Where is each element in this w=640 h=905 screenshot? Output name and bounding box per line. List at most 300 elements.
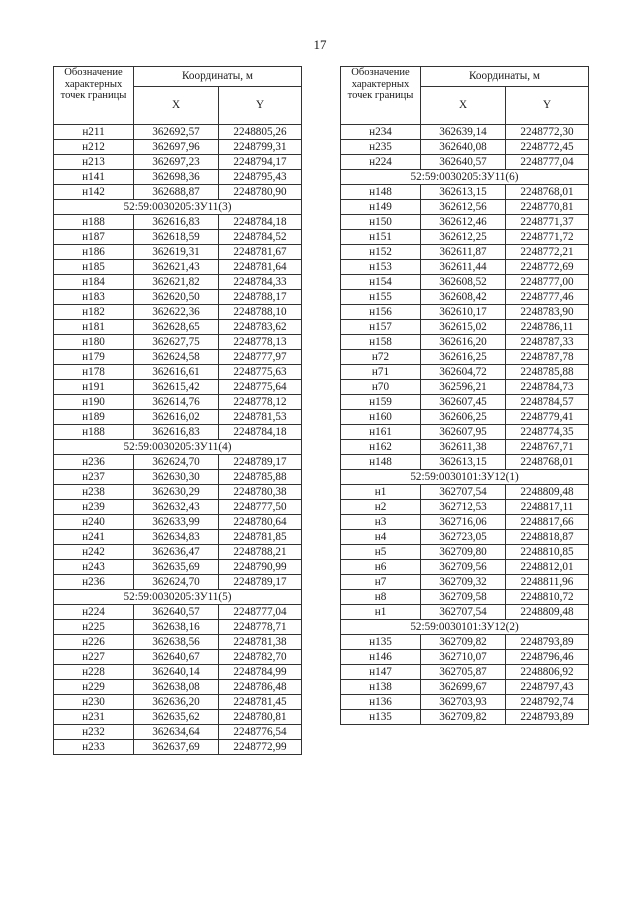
table-row [54, 740, 302, 755]
x-coordinate-cell: 362709,32 [421, 575, 506, 590]
table-row [341, 455, 589, 470]
x-coordinate-cell: 362710,07 [421, 650, 506, 665]
y-coordinate-cell: 2248810,72 [506, 590, 589, 605]
x-coordinate-cell: 362640,14 [134, 665, 219, 680]
table-row [54, 425, 302, 440]
y-coordinate-cell: 2248809,48 [506, 605, 589, 620]
y-coordinate-cell: 2248805,26 [219, 125, 302, 140]
point-label-cell: н233 [54, 740, 134, 755]
table-row [54, 245, 302, 260]
point-label-cell: н157 [341, 320, 421, 335]
table-row [341, 425, 589, 440]
x-coordinate-cell: 362688,87 [134, 185, 219, 200]
point-label-cell: н158 [341, 335, 421, 350]
point-label-cell: н3 [341, 515, 421, 530]
table-row [54, 515, 302, 530]
point-label-cell: н148 [341, 185, 421, 200]
table-row [341, 500, 589, 515]
x-coordinate-cell: 362712,53 [421, 500, 506, 515]
x-coordinate-cell: 362607,95 [421, 425, 506, 440]
y-coordinate-cell: 2248794,17 [219, 155, 302, 170]
table-row [54, 275, 302, 290]
section-row [54, 590, 302, 605]
point-label-header: Обозначение характерных точек границы [341, 67, 421, 125]
table-row [341, 515, 589, 530]
table-row [54, 215, 302, 230]
y-coordinate-cell: 2248785,88 [219, 470, 302, 485]
point-label-cell: н226 [54, 635, 134, 650]
section-label: 52:59:0030101:ЗУ12(2) [341, 620, 589, 635]
x-coordinate-cell: 362709,82 [421, 635, 506, 650]
table-row [54, 305, 302, 320]
y-coordinate-cell: 2248783,62 [219, 320, 302, 335]
y-coordinate-cell: 2248778,71 [219, 620, 302, 635]
y-coordinate-cell: 2248774,35 [506, 425, 589, 440]
y-coordinate-cell: 2248817,11 [506, 500, 589, 515]
point-label-cell: н8 [341, 590, 421, 605]
section-row [341, 170, 589, 185]
point-label-cell: н152 [341, 245, 421, 260]
table-row [341, 650, 589, 665]
x-coordinate-cell: 362607,45 [421, 395, 506, 410]
point-label-cell: н162 [341, 440, 421, 455]
y-coordinate-cell: 2248781,85 [219, 530, 302, 545]
x-coordinate-cell: 362627,75 [134, 335, 219, 350]
y-coordinate-cell: 2248777,97 [219, 350, 302, 365]
y-coordinate-cell: 2248783,90 [506, 305, 589, 320]
table-row [341, 665, 589, 680]
x-coordinate-cell: 362613,15 [421, 185, 506, 200]
point-label-cell: н161 [341, 425, 421, 440]
y-coordinate-cell: 2248789,17 [219, 575, 302, 590]
point-label-cell: н224 [341, 155, 421, 170]
point-label-cell: н188 [54, 215, 134, 230]
y-coordinate-cell: 2248790,99 [219, 560, 302, 575]
point-label-cell: н187 [54, 230, 134, 245]
point-label-cell: н224 [54, 605, 134, 620]
y-coordinate-cell: 2248785,88 [506, 365, 589, 380]
point-label-cell: н153 [341, 260, 421, 275]
table-row [54, 710, 302, 725]
table-row [54, 155, 302, 170]
point-label-cell: н185 [54, 260, 134, 275]
y-coordinate-cell: 2248781,38 [219, 635, 302, 650]
x-coordinate-cell: 362723,05 [421, 530, 506, 545]
point-label-cell: н240 [54, 515, 134, 530]
table-row [54, 170, 302, 185]
table-row [54, 725, 302, 740]
x-coordinate-cell: 362616,25 [421, 350, 506, 365]
x-header: X [134, 87, 219, 125]
point-label-cell: н6 [341, 560, 421, 575]
y-coordinate-cell: 2248788,17 [219, 290, 302, 305]
point-label-cell: н155 [341, 290, 421, 305]
table-row [341, 545, 589, 560]
table-row [341, 560, 589, 575]
x-coordinate-cell: 362624,70 [134, 455, 219, 470]
table-row [341, 320, 589, 335]
point-label-cell: н72 [341, 350, 421, 365]
point-label-cell: н1 [341, 485, 421, 500]
x-coordinate-cell: 362697,23 [134, 155, 219, 170]
table-row [54, 290, 302, 305]
point-label-cell: н182 [54, 305, 134, 320]
y-coordinate-cell: 2248810,85 [506, 545, 589, 560]
table-row [341, 335, 589, 350]
point-label-cell: н1 [341, 605, 421, 620]
x-coordinate-cell: 362612,25 [421, 230, 506, 245]
x-coordinate-cell: 362606,25 [421, 410, 506, 425]
point-label-cell: н141 [54, 170, 134, 185]
y-coordinate-cell: 2248787,33 [506, 335, 589, 350]
x-coordinate-cell: 362611,87 [421, 245, 506, 260]
x-coordinate-cell: 362628,65 [134, 320, 219, 335]
x-coordinate-cell: 362616,20 [421, 335, 506, 350]
point-label-cell: н238 [54, 485, 134, 500]
table-row [341, 605, 589, 620]
y-coordinate-cell: 2248772,30 [506, 125, 589, 140]
section-label: 52:59:0030205:ЗУ11(3) [54, 200, 302, 215]
y-coordinate-cell: 2248771,72 [506, 230, 589, 245]
y-coordinate-cell: 2248781,45 [219, 695, 302, 710]
y-coordinate-cell: 2248793,89 [506, 710, 589, 725]
x-coordinate-cell: 362618,59 [134, 230, 219, 245]
point-label-cell: н150 [341, 215, 421, 230]
y-coordinate-cell: 2248817,66 [506, 515, 589, 530]
point-label-cell: н183 [54, 290, 134, 305]
table-row [341, 695, 589, 710]
section-label: 52:59:0030101:ЗУ12(1) [341, 470, 589, 485]
y-coordinate-cell: 2248772,45 [506, 140, 589, 155]
y-coordinate-cell: 2248777,50 [219, 500, 302, 515]
y-coordinate-cell: 2248784,18 [219, 215, 302, 230]
point-label-cell: н142 [54, 185, 134, 200]
x-coordinate-cell: 362624,58 [134, 350, 219, 365]
section-row [341, 620, 589, 635]
x-coordinate-cell: 362709,56 [421, 560, 506, 575]
point-label-cell: н181 [54, 320, 134, 335]
point-label-cell: н189 [54, 410, 134, 425]
x-coordinate-cell: 362698,36 [134, 170, 219, 185]
y-coordinate-cell: 2248793,89 [506, 635, 589, 650]
point-label-cell: н156 [341, 305, 421, 320]
y-coordinate-cell: 2248772,99 [219, 740, 302, 755]
point-label-cell: н178 [54, 365, 134, 380]
point-label-cell: н186 [54, 245, 134, 260]
point-label-cell: н146 [341, 650, 421, 665]
table-row [341, 245, 589, 260]
y-coordinate-cell: 2248784,52 [219, 230, 302, 245]
point-label-cell: н160 [341, 410, 421, 425]
y-coordinate-cell: 2248771,37 [506, 215, 589, 230]
table-row [54, 635, 302, 650]
table-row [341, 440, 589, 455]
point-label-header: Обозначение характерных точек границы [54, 67, 134, 125]
point-label-cell: н213 [54, 155, 134, 170]
table-row [54, 485, 302, 500]
point-label-cell: н135 [341, 710, 421, 725]
x-coordinate-cell: 362616,61 [134, 365, 219, 380]
point-label-cell: н2 [341, 500, 421, 515]
x-coordinate-cell: 362640,57 [134, 605, 219, 620]
x-coordinate-cell: 362639,14 [421, 125, 506, 140]
x-header: X [421, 87, 506, 125]
y-coordinate-cell: 2248776,54 [219, 725, 302, 740]
point-label-cell: н243 [54, 560, 134, 575]
table-row [341, 575, 589, 590]
x-coordinate-cell: 362637,69 [134, 740, 219, 755]
y-coordinate-cell: 2248778,13 [219, 335, 302, 350]
y-coordinate-cell: 2248797,43 [506, 680, 589, 695]
x-coordinate-cell: 362616,83 [134, 215, 219, 230]
point-label-cell: н190 [54, 395, 134, 410]
point-label-cell: н234 [341, 125, 421, 140]
coordinates-table-left [53, 66, 302, 755]
point-label-cell: н151 [341, 230, 421, 245]
y-coordinate-cell: 2248799,31 [219, 140, 302, 155]
table-row [341, 215, 589, 230]
y-coordinate-cell: 2248788,10 [219, 305, 302, 320]
point-label-cell: н180 [54, 335, 134, 350]
point-label-cell: н154 [341, 275, 421, 290]
table-row [54, 380, 302, 395]
y-coordinate-cell: 2248795,43 [219, 170, 302, 185]
x-coordinate-cell: 362632,43 [134, 500, 219, 515]
x-coordinate-cell: 362709,80 [421, 545, 506, 560]
table-row [54, 575, 302, 590]
x-coordinate-cell: 362707,54 [421, 605, 506, 620]
y-coordinate-cell: 2248775,63 [219, 365, 302, 380]
x-coordinate-cell: 362604,72 [421, 365, 506, 380]
coordinates-header: Координаты, м [134, 67, 302, 87]
table-row [54, 605, 302, 620]
table-row [341, 290, 589, 305]
point-label-cell: н191 [54, 380, 134, 395]
x-coordinate-cell: 362703,93 [421, 695, 506, 710]
x-coordinate-cell: 362638,56 [134, 635, 219, 650]
x-coordinate-cell: 362615,42 [134, 380, 219, 395]
y-coordinate-cell: 2248780,64 [219, 515, 302, 530]
y-coordinate-cell: 2248781,67 [219, 245, 302, 260]
section-label: 52:59:0030205:ЗУ11(4) [54, 440, 302, 455]
x-coordinate-cell: 362640,57 [421, 155, 506, 170]
point-label-cell: н148 [341, 455, 421, 470]
y-coordinate-cell: 2248772,21 [506, 245, 589, 260]
point-label-cell: н147 [341, 665, 421, 680]
x-coordinate-cell: 362699,67 [421, 680, 506, 695]
table-row [341, 155, 589, 170]
x-coordinate-cell: 362636,47 [134, 545, 219, 560]
y-coordinate-cell: 2248768,01 [506, 185, 589, 200]
x-coordinate-cell: 362630,29 [134, 485, 219, 500]
table-row [341, 200, 589, 215]
point-label-cell: н228 [54, 665, 134, 680]
table-row [54, 500, 302, 515]
table-row [54, 530, 302, 545]
table-row [54, 455, 302, 470]
y-coordinate-cell: 2248781,64 [219, 260, 302, 275]
x-coordinate-cell: 362640,67 [134, 650, 219, 665]
y-header: Y [219, 87, 302, 125]
point-label-cell: н149 [341, 200, 421, 215]
x-coordinate-cell: 362692,57 [134, 125, 219, 140]
x-coordinate-cell: 362633,99 [134, 515, 219, 530]
y-coordinate-cell: 2248772,69 [506, 260, 589, 275]
table-row [341, 380, 589, 395]
point-label-cell: н227 [54, 650, 134, 665]
point-label-cell: н188 [54, 425, 134, 440]
point-label-cell: н135 [341, 635, 421, 650]
page-number: 17 [313, 37, 327, 52]
point-label-cell: н179 [54, 350, 134, 365]
point-label-cell: н159 [341, 395, 421, 410]
y-coordinate-cell: 2248796,46 [506, 650, 589, 665]
section-row [54, 200, 302, 215]
x-coordinate-cell: 362615,02 [421, 320, 506, 335]
point-label-cell: н236 [54, 575, 134, 590]
table-row [341, 230, 589, 245]
point-label-cell: н4 [341, 530, 421, 545]
section-label: 52:59:0030205:ЗУ11(6) [341, 170, 589, 185]
table-row [54, 410, 302, 425]
y-coordinate-cell: 2248778,12 [219, 395, 302, 410]
y-coordinate-cell: 2248786,48 [219, 680, 302, 695]
x-coordinate-cell: 362635,69 [134, 560, 219, 575]
x-coordinate-cell: 362709,58 [421, 590, 506, 605]
y-coordinate-cell: 2248788,21 [219, 545, 302, 560]
x-coordinate-cell: 362613,15 [421, 455, 506, 470]
point-label-cell: н212 [54, 140, 134, 155]
x-coordinate-cell: 362630,30 [134, 470, 219, 485]
point-label-cell: н235 [341, 140, 421, 155]
y-coordinate-cell: 2248777,00 [506, 275, 589, 290]
table-row [54, 365, 302, 380]
table-row [54, 470, 302, 485]
table-row [54, 665, 302, 680]
table-row [54, 395, 302, 410]
point-label-cell: н236 [54, 455, 134, 470]
point-label-cell: н241 [54, 530, 134, 545]
y-coordinate-cell: 2248784,18 [219, 425, 302, 440]
table-row [341, 395, 589, 410]
x-coordinate-cell: 362705,87 [421, 665, 506, 680]
x-coordinate-cell: 362621,43 [134, 260, 219, 275]
section-row [54, 440, 302, 455]
table-row [54, 620, 302, 635]
point-label-cell: н232 [54, 725, 134, 740]
table-row [54, 185, 302, 200]
y-coordinate-cell: 2248787,78 [506, 350, 589, 365]
x-coordinate-cell: 362610,17 [421, 305, 506, 320]
x-coordinate-cell: 362608,52 [421, 275, 506, 290]
y-coordinate-cell: 2248818,87 [506, 530, 589, 545]
y-coordinate-cell: 2248780,90 [219, 185, 302, 200]
x-coordinate-cell: 362596,21 [421, 380, 506, 395]
y-coordinate-cell: 2248811,96 [506, 575, 589, 590]
point-label-cell: н71 [341, 365, 421, 380]
table-row [341, 185, 589, 200]
point-label-cell: н7 [341, 575, 421, 590]
x-coordinate-cell: 362616,83 [134, 425, 219, 440]
y-coordinate-cell: 2248809,48 [506, 485, 589, 500]
x-coordinate-cell: 362634,83 [134, 530, 219, 545]
table-row [54, 320, 302, 335]
x-coordinate-cell: 362612,46 [421, 215, 506, 230]
y-coordinate-cell: 2248777,46 [506, 290, 589, 305]
x-coordinate-cell: 362638,16 [134, 620, 219, 635]
point-label-cell: н230 [54, 695, 134, 710]
y-coordinate-cell: 2248812,01 [506, 560, 589, 575]
table-row [341, 485, 589, 500]
coordinates-table-right [340, 66, 589, 725]
x-coordinate-cell: 362614,76 [134, 395, 219, 410]
y-coordinate-cell: 2248784,33 [219, 275, 302, 290]
x-coordinate-cell: 362624,70 [134, 575, 219, 590]
table-row [341, 710, 589, 725]
y-coordinate-cell: 2248806,92 [506, 665, 589, 680]
table-row [341, 275, 589, 290]
x-coordinate-cell: 362621,82 [134, 275, 219, 290]
x-coordinate-cell: 362616,02 [134, 410, 219, 425]
x-coordinate-cell: 362707,54 [421, 485, 506, 500]
table-row [54, 260, 302, 275]
point-label-cell: н239 [54, 500, 134, 515]
x-coordinate-cell: 362697,96 [134, 140, 219, 155]
section-label: 52:59:0030205:ЗУ11(5) [54, 590, 302, 605]
table-row [341, 530, 589, 545]
x-coordinate-cell: 362709,82 [421, 710, 506, 725]
table-row [54, 650, 302, 665]
x-coordinate-cell: 362608,42 [421, 290, 506, 305]
table-row [54, 680, 302, 695]
point-label-cell: н242 [54, 545, 134, 560]
x-coordinate-cell: 362619,31 [134, 245, 219, 260]
y-coordinate-cell: 2248780,81 [219, 710, 302, 725]
section-row [341, 470, 589, 485]
table-row [54, 560, 302, 575]
y-coordinate-cell: 2248784,99 [219, 665, 302, 680]
table-row [341, 140, 589, 155]
point-label-cell: н231 [54, 710, 134, 725]
table-row [54, 140, 302, 155]
table-row [341, 635, 589, 650]
y-coordinate-cell: 2248789,17 [219, 455, 302, 470]
y-coordinate-cell: 2248768,01 [506, 455, 589, 470]
x-coordinate-cell: 362716,06 [421, 515, 506, 530]
table-row [54, 695, 302, 710]
x-coordinate-cell: 362620,50 [134, 290, 219, 305]
y-coordinate-cell: 2248781,53 [219, 410, 302, 425]
point-label-cell: н70 [341, 380, 421, 395]
y-coordinate-cell: 2248775,64 [219, 380, 302, 395]
x-coordinate-cell: 362636,20 [134, 695, 219, 710]
y-coordinate-cell: 2248777,04 [506, 155, 589, 170]
table-row [54, 125, 302, 140]
point-label-cell: н138 [341, 680, 421, 695]
x-coordinate-cell: 362640,08 [421, 140, 506, 155]
point-label-cell: н5 [341, 545, 421, 560]
y-coordinate-cell: 2248780,38 [219, 485, 302, 500]
point-label-cell: н211 [54, 125, 134, 140]
x-coordinate-cell: 362634,64 [134, 725, 219, 740]
point-label-cell: н136 [341, 695, 421, 710]
y-coordinate-cell: 2248777,04 [219, 605, 302, 620]
x-coordinate-cell: 362622,36 [134, 305, 219, 320]
y-coordinate-cell: 2248784,73 [506, 380, 589, 395]
table-row [341, 125, 589, 140]
table-row [54, 350, 302, 365]
table-row [341, 350, 589, 365]
